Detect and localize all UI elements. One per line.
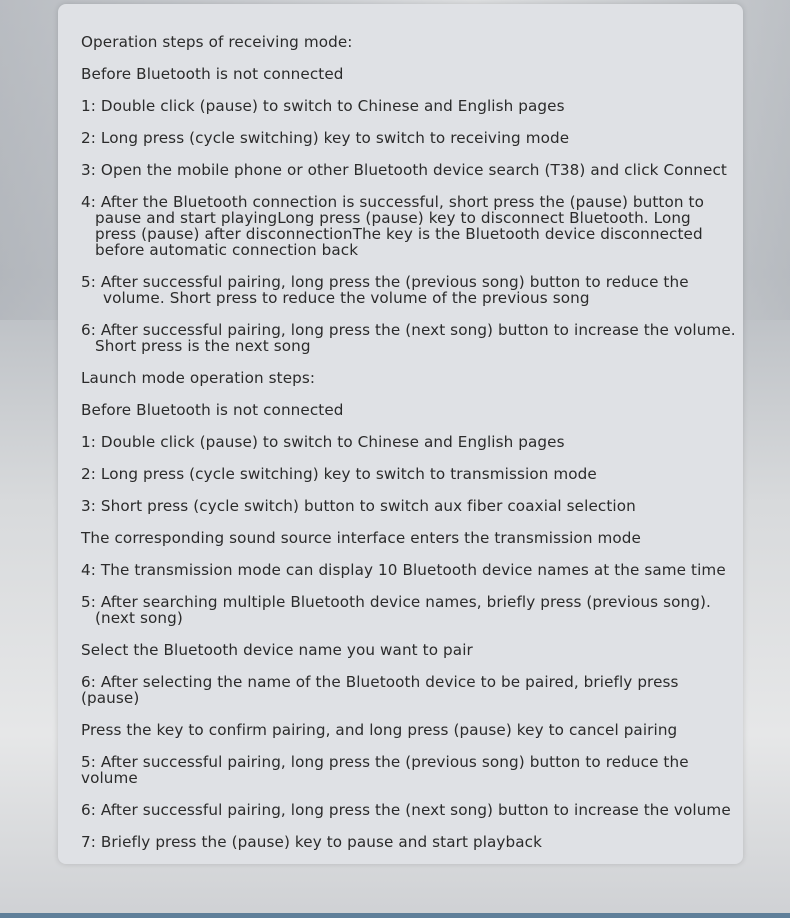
list-item: Select the Bluetooth device name you want to pair: [81, 641, 473, 659]
list-item: Press the key to confirm pairing, and long press (pause) key to cancel pairing: [81, 721, 678, 739]
list-item: 6: After selecting the name of the Bluetooth device to be paired, briefly press (pause): [81, 673, 679, 707]
background-bottom-band: [0, 913, 790, 918]
list-item: 3: Open the mobile phone or other Bluetooth device search (T38) and click Connect: [81, 161, 727, 179]
list-item: 4: The transmission mode can display 10 Bluetooth device names at the same time: [81, 561, 726, 579]
list-item: The corresponding sound source interface enters the transmission mode: [81, 529, 641, 547]
list-item: 2: Long press (cycle switching) key to switch to transmission mode: [81, 465, 597, 483]
instructions-list: [81, 34, 736, 866]
list-item: 1: Double click (pause) to switch to Chinese and English pages: [81, 97, 565, 115]
list-item: 3: Short press (cycle switch) button to switch aux fiber coaxial selection: [81, 497, 636, 515]
list-item: 7: Briefly press the (pause) key to pause and start playback: [81, 833, 543, 851]
list-item: Before Bluetooth is not connected: [81, 401, 344, 419]
list-item: 5: After searching multiple Bluetooth device names, briefly press (previous song). (next song): [81, 593, 711, 627]
launch-mode-heading: Launch mode operation steps:: [81, 369, 316, 387]
receiving-mode-heading: Operation steps of receiving mode:: [81, 33, 353, 51]
list-item: 6: After successful pairing, long press the (next song) button to increase the volume: [81, 801, 731, 819]
list-item: 4: After the Bluetooth connection is successful, short press the (pause) button to pause and start playingLong press (pause) key to disconnect Bluetooth. Long press (pause) after disconnectionThe key is the Bluetooth device disconnected before automatic connection back: [81, 193, 704, 259]
list-item: 5: After successful pairing, long press the (previous song) button to reduce the volume: [81, 753, 689, 787]
list-item: Before Bluetooth is not connected: [81, 65, 344, 83]
list-item: 5: After successful pairing, long press the (previous song) button to reduce the volume. Short press to reduce the volume of the previous song: [81, 273, 689, 307]
list-item: 6: After successful pairing, long press the (next song) button to increase the volume. Short press is the next song: [81, 321, 736, 355]
list-item: 2: Long press (cycle switching) key to switch to receiving mode: [81, 129, 570, 147]
list-item: 1: Double click (pause) to switch to Chinese and English pages: [81, 433, 565, 451]
